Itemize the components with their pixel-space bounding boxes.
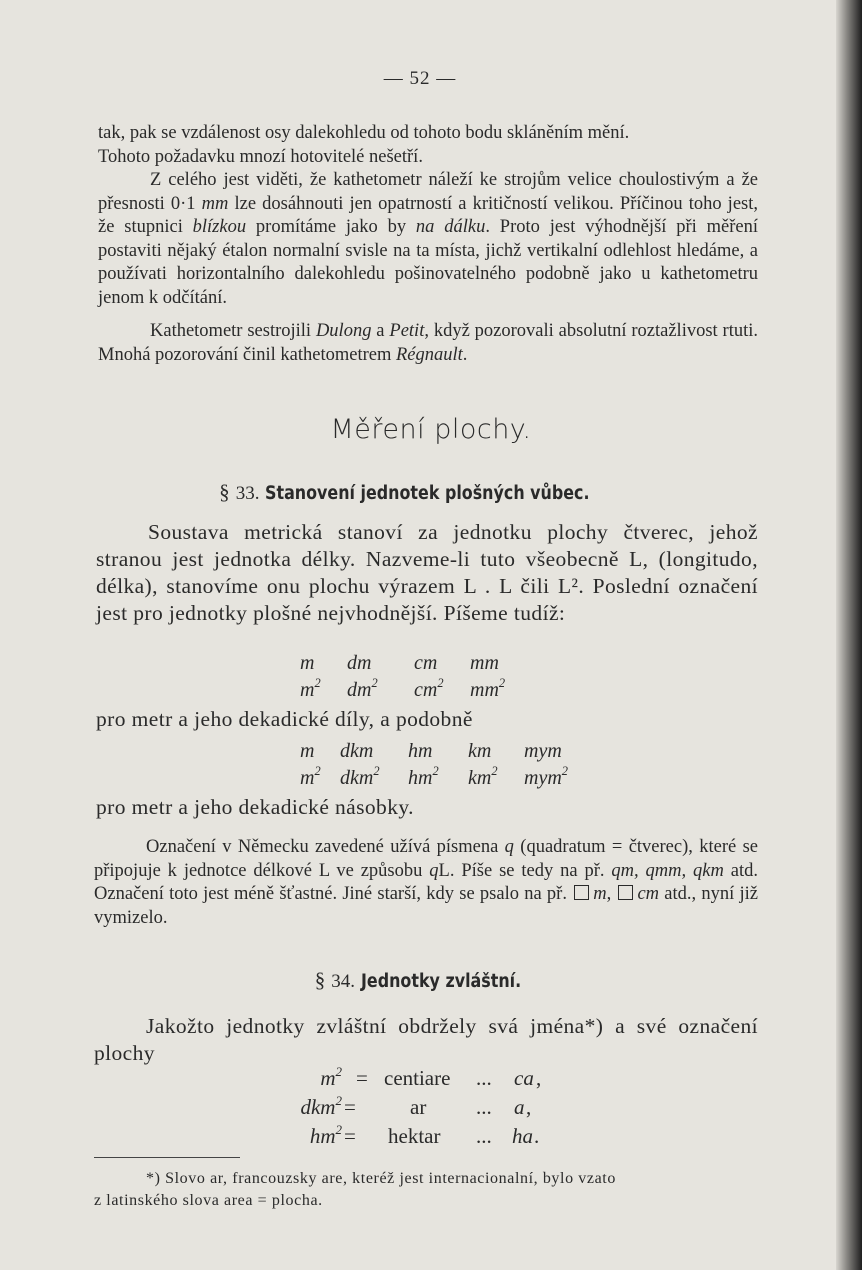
text-run: . <box>462 344 468 365</box>
paragraph-sign: § <box>314 968 326 992</box>
punctuation: . <box>534 1124 540 1148</box>
unit-cell: cm <box>414 652 438 674</box>
exponent: 2 <box>335 1063 342 1079</box>
equals-sign: = <box>344 1124 356 1148</box>
emphasis-na-dalku: na dálku <box>415 217 486 237</box>
section-heading-title: Stanovení jednotek plošných vůbec. <box>265 483 590 504</box>
unit-squared-cell <box>300 676 321 702</box>
unit-base: cm <box>414 679 438 701</box>
unit-cell: m <box>300 740 315 762</box>
unit-squared-cell <box>408 764 439 790</box>
symbol-q: q <box>429 860 439 881</box>
footnote <box>94 1168 758 1212</box>
paragraph-sign: § <box>219 480 230 504</box>
exponent: 2 <box>314 676 321 691</box>
unit-abbreviation: a <box>514 1095 525 1119</box>
unit-base: m <box>300 767 315 789</box>
footnote-line-2: z latinského slova area = plocha. <box>94 1192 323 1209</box>
unit-squared <box>320 1063 342 1091</box>
unit-abbreviation: ha <box>512 1124 533 1148</box>
intro-line-1: tak, pak se vzdálenost osy dalekohledu od tohoto bodu skláněním mění. <box>98 123 630 143</box>
unit-base: km <box>468 767 492 789</box>
unit-squared-cell <box>340 764 380 790</box>
unit-name: ar <box>410 1095 427 1119</box>
text-run: , když pozorovali absolutní roztažlivost rtuti. Mnohá pozorování činil kathetometrem <box>98 321 758 365</box>
text-run: Kathetometr sestrojili <box>150 321 316 341</box>
dots: ... <box>476 1095 492 1119</box>
symbol-q: q <box>504 837 514 857</box>
exponent: 2 <box>561 764 568 779</box>
text-run: promítáme jako by <box>246 217 416 237</box>
text-run: . Proto jest výhodnější při měření postaviti nějaký étalon normalní svisle na ta místa, jichž vertikalní odlehlost hledáme, a používati horizontalního dalekohledu pošinovatelného podobně jako u kathetometru jenom k odčítání. <box>98 217 758 308</box>
footnote-rule <box>94 1157 240 1158</box>
section-heading-33 <box>0 480 862 505</box>
exponent: 2 <box>432 764 439 779</box>
text-run: lze dosáhnouti jen opatrností a kritičností velikou. Příčinou toho jest, že stupnici <box>98 193 758 237</box>
paragraph-kathetometr-history <box>98 320 758 367</box>
exponent: 2 <box>498 676 506 691</box>
text-run: atd., nyní již vymizelo. <box>94 884 759 928</box>
unit-base: mm <box>470 679 499 701</box>
unit-base: dkm <box>340 767 374 789</box>
exponent: 2 <box>335 1121 342 1137</box>
dots: ... <box>476 1066 492 1090</box>
unit-squared-cell <box>300 764 321 790</box>
text-run: a <box>371 321 390 341</box>
unit-name: hektar <box>388 1124 441 1148</box>
unit-squared-cell <box>468 764 498 790</box>
label-text: pro metr a jeho dekadické díly, a podobně <box>96 707 473 731</box>
unit-m: m <box>593 884 607 904</box>
unit-cell: dkm <box>340 740 374 762</box>
unit-cell: dm <box>347 652 372 674</box>
unit-cell: hm <box>408 740 433 762</box>
text-run: , <box>606 884 617 904</box>
text-run: atd. Označení toto jest méně šťastné. Jiné starší, kdy se psalo na př. <box>94 860 758 904</box>
section-heading-title: Jednotky zvláštní. <box>361 971 522 992</box>
unit-abbreviation: ca <box>514 1066 534 1090</box>
unit-base: dkm <box>300 1095 336 1119</box>
section-number: 33. <box>235 483 260 504</box>
text-run: Označení v Německu zavedené užívá písmena <box>146 837 505 857</box>
text-run: (quadratum = čtverec), které se připojuje k jednotce délkové L ve způsobu <box>94 837 758 881</box>
unit-cell: mm <box>470 652 499 674</box>
paragraph-metric-area <box>96 519 758 627</box>
unit-base: dm <box>347 679 372 701</box>
text-run: Z celého jest viděti, že kathetometr náleží ke strojům velice choulostivým a že přesnosti 0·1 <box>98 170 758 214</box>
exponent: 2 <box>373 764 380 779</box>
unit-squared-cell <box>524 764 568 790</box>
paragraph-german-notation <box>94 836 758 930</box>
unit-cell: km <box>468 740 492 762</box>
paragraph-text: Jakožto jednotky zvláštní obdržely svá jména*) a své označení plochy <box>94 1014 758 1065</box>
exponent: 2 <box>314 764 321 779</box>
unit-base: mym <box>524 767 562 789</box>
unit-cell: mym <box>524 740 562 762</box>
footnote-line-1: *) Slovo ar, francouzsky are, kteréž jest internacionalní, bylo vzato <box>146 1170 616 1187</box>
unit-name: centiare <box>384 1066 451 1090</box>
unit-squared <box>309 1121 342 1149</box>
square-symbol-icon <box>574 885 589 900</box>
punctuation: , <box>536 1066 542 1090</box>
section-title: Měření plochy. <box>330 414 532 445</box>
equals-sign: = <box>356 1066 368 1090</box>
unit-cm: cm <box>637 884 660 904</box>
units-table-multiples <box>0 740 862 800</box>
section-number: 34. <box>331 971 356 992</box>
unit-base: m <box>320 1066 336 1090</box>
examples-q-units: qm, qmm, qkm <box>611 860 724 881</box>
page-number: — 52 — <box>383 68 457 89</box>
label-text: pro metr a jeho dekadické násobky. <box>96 795 414 819</box>
section-heading-34 <box>0 968 862 993</box>
punctuation: , <box>526 1095 532 1119</box>
unit-squared-cell <box>470 676 506 702</box>
text-run: L. Píše se tedy na př. <box>438 860 612 881</box>
dots: ... <box>476 1124 492 1148</box>
paragraph-special-units <box>94 1013 758 1067</box>
equivalences-list <box>0 1063 862 1156</box>
intro-line-2: Tohoto požadavku mnozí hotovitelé nešetří. <box>98 146 423 167</box>
exponent: 2 <box>437 676 444 691</box>
unit-base: hm <box>408 767 433 789</box>
units-table-subdivisions <box>0 652 862 712</box>
emphasis-blizkou: blízkou <box>192 217 247 237</box>
unit-cell: m <box>300 652 315 674</box>
square-symbol-icon <box>618 885 633 900</box>
unit-squared-cell <box>414 676 444 702</box>
unit-mm: mm <box>201 193 229 214</box>
paragraph-kathetometr-precision <box>98 169 758 310</box>
intro-paragraph <box>98 122 758 169</box>
exponent: 2 <box>491 764 498 779</box>
unit-squared-cell <box>347 676 378 702</box>
label-multiples <box>96 794 756 821</box>
name-dulong: Dulong <box>315 321 372 341</box>
unit-squared <box>300 1092 342 1120</box>
unit-base: m <box>300 679 315 701</box>
unit-base: hm <box>309 1124 336 1148</box>
label-subdivisions <box>96 706 756 733</box>
name-regnault: Régnault <box>395 344 463 365</box>
exponent: 2 <box>371 676 378 691</box>
name-petit: Petit <box>389 321 425 341</box>
equals-sign: = <box>344 1095 356 1119</box>
paragraph-text: Soustava metrická stanoví za jednotku plochy čtverec, jehož stranou jest jednotka délky. Nazveme-li tuto všeobecně L, (longitudo, délka), stanovíme onu plochu výrazem L . L čili L². Poslední označení jest pro jednotky plošné nejvhodnější. Píšeme tudíž: <box>96 520 758 625</box>
exponent: 2 <box>335 1092 342 1108</box>
